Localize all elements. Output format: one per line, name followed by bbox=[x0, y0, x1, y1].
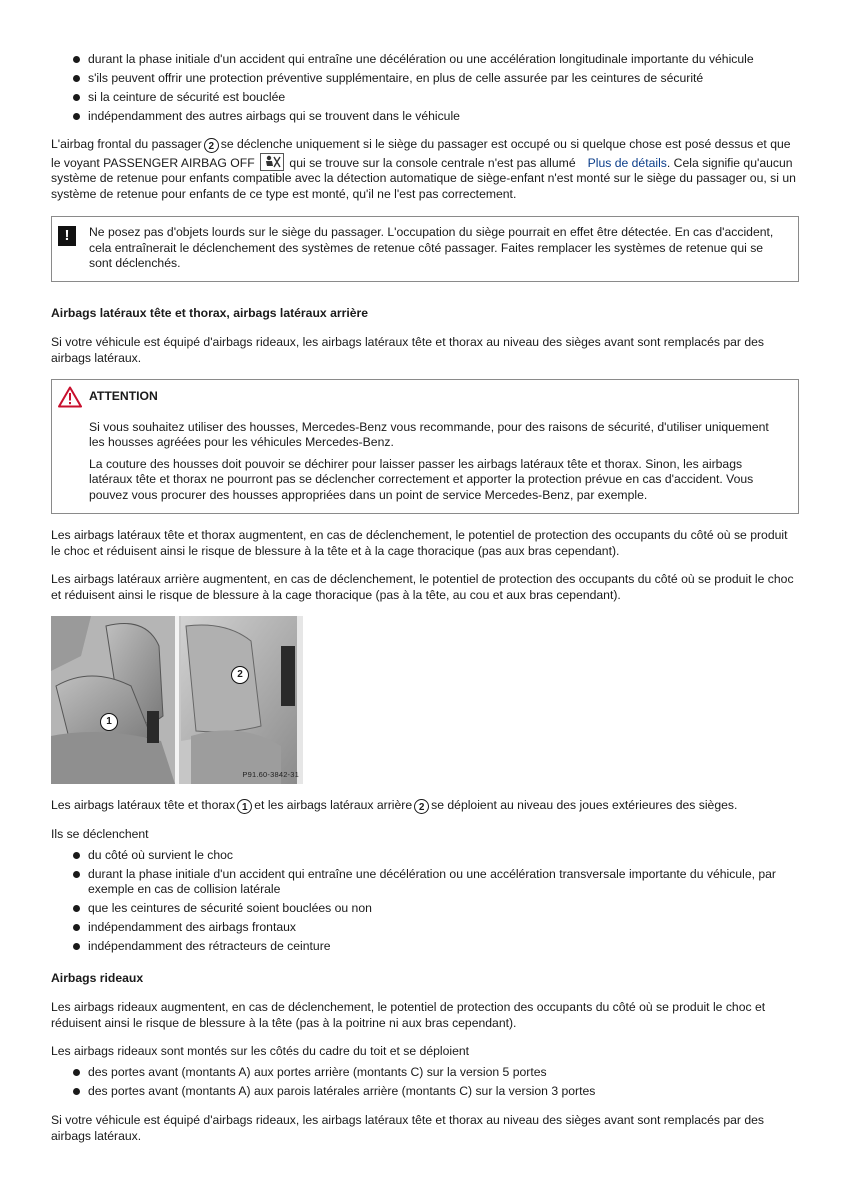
list-item: si la ceinture de sécurité est bouclée bbox=[51, 90, 799, 106]
bullet-icon bbox=[73, 871, 80, 878]
bullet-icon bbox=[73, 1069, 80, 1076]
section-heading-side-airbags: Airbags latéraux tête et thorax, airbags latéraux arrière bbox=[51, 305, 369, 320]
callout-1-icon: 1 bbox=[237, 799, 252, 814]
bullet-icon bbox=[73, 113, 80, 120]
bullet-icon bbox=[73, 905, 80, 912]
callout-2-icon: 2 bbox=[231, 666, 249, 684]
more-details-link[interactable]: Plus de détails bbox=[587, 155, 667, 170]
list-item: s'ils peuvent offrir une protection préventive supplémentaire, en plus de celle assurée par les ceintures de sécurité bbox=[51, 71, 799, 87]
side-trigger-list bbox=[51, 848, 799, 955]
exclamation-icon: ! bbox=[58, 226, 76, 246]
final-paragraph: Si votre véhicule est équipé d'airbags rideaux, les airbags latéraux tête et thorax au niveau des sièges avant sont remplacés par des airbags latéraux. bbox=[51, 1113, 765, 1143]
list-item: que les ceintures de sécurité soient bouclées ou non bbox=[51, 901, 799, 917]
intro-paragraph: Si votre véhicule est équipé d'airbags rideaux, les airbags latéraux tête et thorax au niveau des sièges avant sont remplacés par des airbags latéraux. bbox=[51, 335, 765, 365]
warning-text: La couture des housses doit pouvoir se déchirer pour laisser passer les airbags latéraux tête et thorax. Sinon, les airbags latéraux tête et thorax ne pourront pas se déclencher correctement et apporter la protection prévue en cas d'accident. Vous pouvez vous procurer des housses appropriées dans un point de service Mercedes-Benz, par exemple. bbox=[89, 456, 754, 502]
bullet-icon bbox=[73, 1088, 80, 1095]
callout-2-icon: 2 bbox=[204, 138, 219, 153]
bullet-icon bbox=[73, 943, 80, 950]
deploy-paragraph: Les airbags latéraux tête et thorax 1 et les airbags latéraux arrière 2 se déploient au niveau des joues extérieures des sièges. bbox=[51, 798, 738, 813]
manual-page bbox=[51, 52, 799, 1144]
list-item: indépendamment des rétracteurs de ceinture bbox=[51, 939, 799, 955]
note-box bbox=[51, 216, 799, 282]
note-text: Ne posez pas d'objets lourds sur le siège du passager. L'occupation du siège pourrait en effet être détectée. En cas d'accident, cela entraînerait le déclenchement des systèmes de retenue côté passager. Faites remplacer les systèmes de retenue qui se sont déclenchés. bbox=[89, 225, 774, 270]
passenger-airbag-off-icon bbox=[260, 153, 284, 171]
list-item: durant la phase initiale d'un accident qui entraîne une décélération ou une accélération transversale importante du véhicule, par exemple en cas de collision latérale bbox=[51, 867, 799, 898]
warning-box bbox=[51, 379, 799, 514]
curtain-mount-paragraph: Les airbags rideaux sont montés sur les côtés du cadre du toit et se déploient bbox=[51, 1044, 470, 1058]
head-thorax-paragraph: Les airbags latéraux tête et thorax augmentent, en cas de déclenchement, le potentiel de protection des occupants du côté où se produit le choc et réduisent ainsi le risque de blessure à la tête et à la cage thoracique (pas aux bras cependant). bbox=[51, 528, 788, 558]
list-item: indépendamment des airbags frontaux bbox=[51, 920, 799, 936]
trigger-conditions-list bbox=[51, 52, 799, 125]
list-item: des portes avant (montants A) aux portes arrière (montants C) sur la version 5 portes bbox=[51, 1065, 799, 1081]
list-item: des portes avant (montants A) aux parois latérales arrière (montants C) sur la version 3 portes bbox=[51, 1084, 799, 1100]
list-item: durant la phase initiale d'un accident qui entraîne une décélération ou une accélération longitudinale importante du véhicule bbox=[51, 52, 799, 68]
bullet-icon bbox=[73, 75, 80, 82]
curtain-deploy-list bbox=[51, 1065, 799, 1100]
rear-airbag-paragraph: Les airbags latéraux arrière augmentent, en cas de déclenchement, le potentiel de protection des occupants du côté où se produit le choc et réduisent ainsi le risque de blessure à la cage thoracique (pas à la tête, au cou et aux bras cependant). bbox=[51, 572, 794, 602]
warning-title: ATTENTION bbox=[89, 389, 158, 403]
list-item: indépendamment des autres airbags qui se trouvent dans le véhicule bbox=[51, 109, 799, 125]
bullet-icon bbox=[73, 852, 80, 859]
callout-2-icon: 2 bbox=[414, 799, 429, 814]
section-heading-curtain-airbags: Airbags rideaux bbox=[51, 970, 144, 985]
callout-1-icon: 1 bbox=[100, 713, 118, 731]
trigger-intro: Ils se déclenchent bbox=[51, 827, 149, 841]
bullet-icon bbox=[73, 56, 80, 63]
bullet-icon bbox=[73, 924, 80, 931]
frontal-airbag-paragraph: L'airbag frontal du passager 2 se déclenche uniquement si le siège du passager est occupé ou si quelque chose est posé dessus et que le voyant PASSENGER AIRBAG OFF qui se trouve sur la console centrale n'est pas allumé Plus de détails. Cela signifie qu'aucun système de retenue pour enfants compatible avec la détection automatique de siège-enfant n'est monté sur le siège du passager ou, si un système de retenue pour enfants de ce type est monté, qu'il ne l'est pas correctement. bbox=[51, 136, 796, 201]
warning-text: Si vous souhaitez utiliser des housses, Mercedes-Benz vous recommande, pour des raisons de sécurité, d'utiliser uniquement les housses agréées pour les véhicules Mercedes-Benz. bbox=[89, 419, 769, 449]
seat-airbag-figure bbox=[51, 616, 303, 784]
seats-illustration bbox=[51, 616, 303, 784]
curtain-paragraph: Les airbags rideaux augmentent, en cas de déclenchement, le potentiel de protection des occupants du côté où se produit le choc et réduisent ainsi le risque de blessure à la tête (pas à la poitrine ni aux bras cependant). bbox=[51, 1000, 766, 1030]
warning-triangle-icon bbox=[58, 386, 82, 408]
list-item: du côté où survient le choc bbox=[51, 848, 799, 864]
figure-code: P91.60-3842-31 bbox=[242, 769, 299, 779]
bullet-icon bbox=[73, 94, 80, 101]
